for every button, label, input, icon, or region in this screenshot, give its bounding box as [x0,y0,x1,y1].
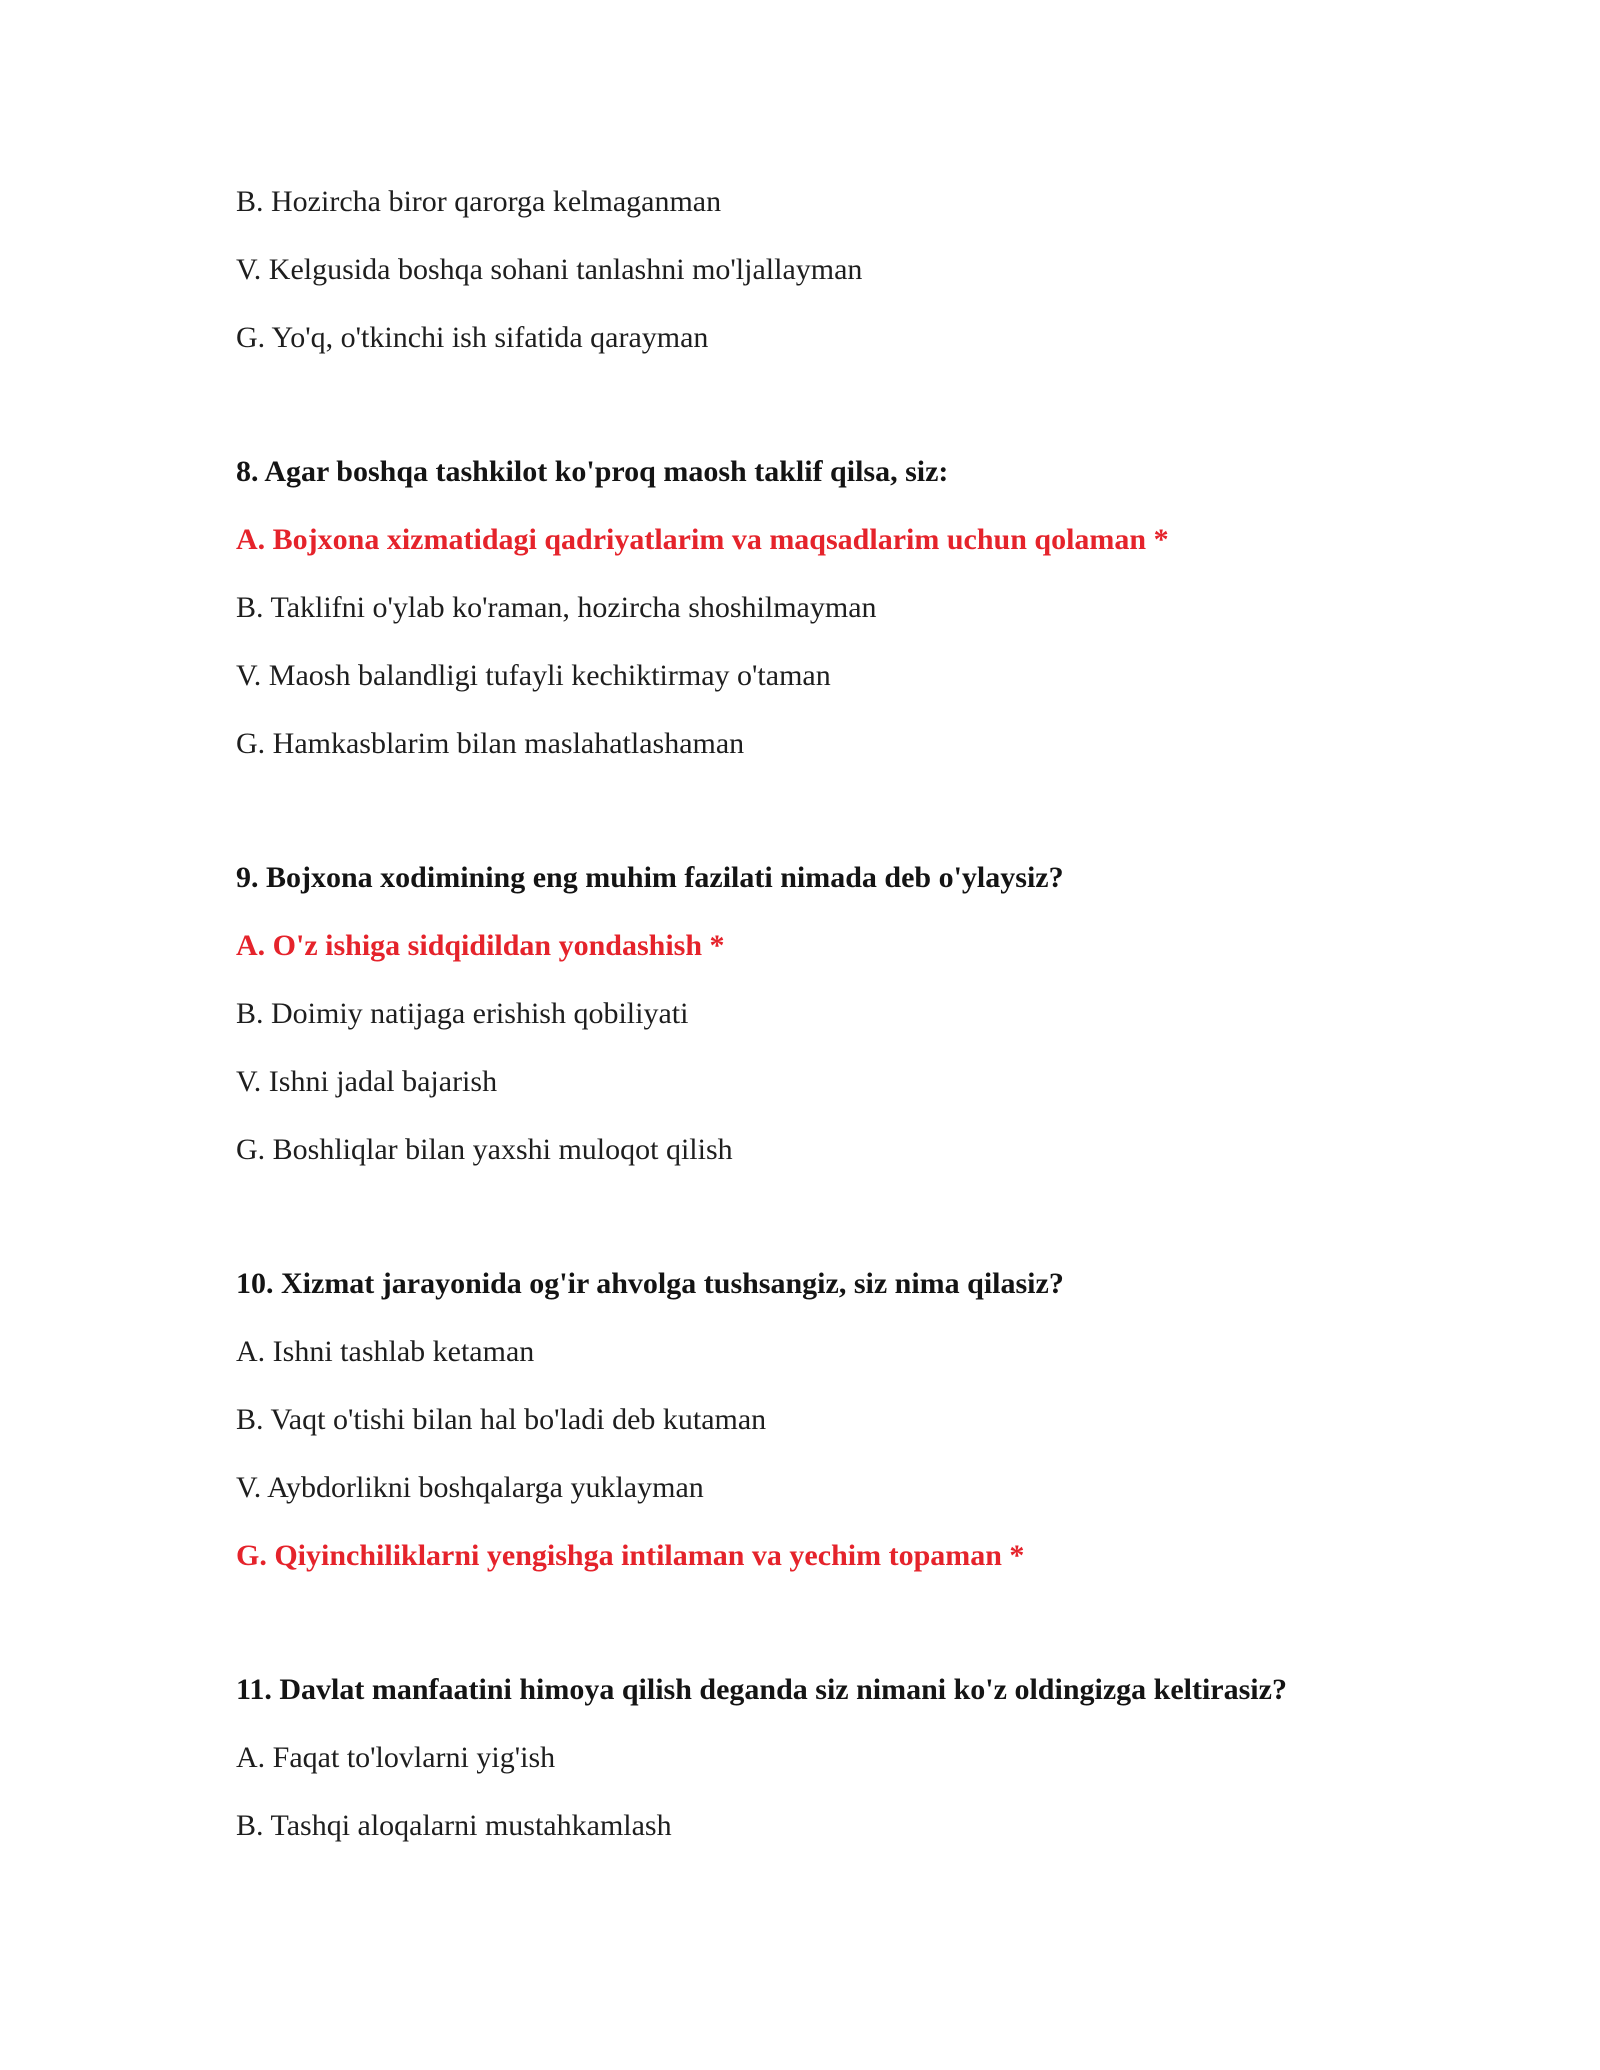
option-9-b: B. Doimiy natijaga erishish qobiliyati [236,997,689,1030]
spacer [236,1606,1436,1672]
spacer [236,388,1436,454]
question-9-text: 9. Bojxona xodimining eng muhim fazilati nimada deb o'ylaysiz? [236,861,1064,894]
option-7-b: B. Hozircha biror qarorga kelmaganman [236,185,722,218]
option-7-g: G. Yo'q, o'tkinchi ish sifatida qarayman [236,321,709,354]
spacer [236,1200,1436,1266]
option-11-a: A. Faqat to'lovlarni yig'ish [236,1741,556,1774]
question-11-text: 11. Davlat manfaatini himoya qilish deganda siz nimani ko'z oldingizga keltirasiz? [236,1673,1287,1706]
option-8-a-correct: A. Bojxona xizmatidagi qadriyatlarim va maqsadlarim uchun qolaman * [236,523,1169,556]
question-7-tail [236,184,1436,356]
option-10-v: V. Aybdorlikni boshqalarga yuklayman [236,1471,704,1504]
option-10-g-correct: G. Qiyinchiliklarni yengishga intilaman va yechim topaman * [236,1539,1025,1572]
option-7-v: V. Kelgusida boshqa sohani tanlashni mo'ljallayman [236,253,863,286]
option-10-a: A. Ishni tashlab ketaman [236,1335,535,1368]
question-8-text: 8. Agar boshqa tashkilot ko'proq maosh taklif qilsa, siz: [236,455,949,488]
question-10 [236,1266,1436,1574]
option-8-v: V. Maosh balandligi tufayli kechiktirmay o'taman [236,659,831,692]
option-8-b: B. Taklifni o'ylab ko'raman, hozircha shoshilmayman [236,591,877,624]
question-11 [236,1672,1436,1844]
question-9 [236,860,1436,1168]
question-10-text: 10. Xizmat jarayonida og'ir ahvolga tushsangiz, siz nima qilasiz? [236,1267,1064,1300]
option-10-b: B. Vaqt o'tishi bilan hal bo'ladi deb kutaman [236,1403,767,1436]
option-8-g: G. Hamkasblarim bilan maslahatlashaman [236,727,745,760]
option-9-a-correct: A. O'z ishiga sidqidildan yondashish * [236,929,725,962]
quiz-content [236,184,1436,1876]
option-11-b: B. Tashqi aloqalarni mustahkamlash [236,1809,672,1842]
question-8 [236,454,1436,762]
option-9-v: V. Ishni jadal bajarish [236,1065,498,1098]
spacer [236,794,1436,860]
option-9-g: G. Boshliqlar bilan yaxshi muloqot qilish [236,1133,733,1166]
